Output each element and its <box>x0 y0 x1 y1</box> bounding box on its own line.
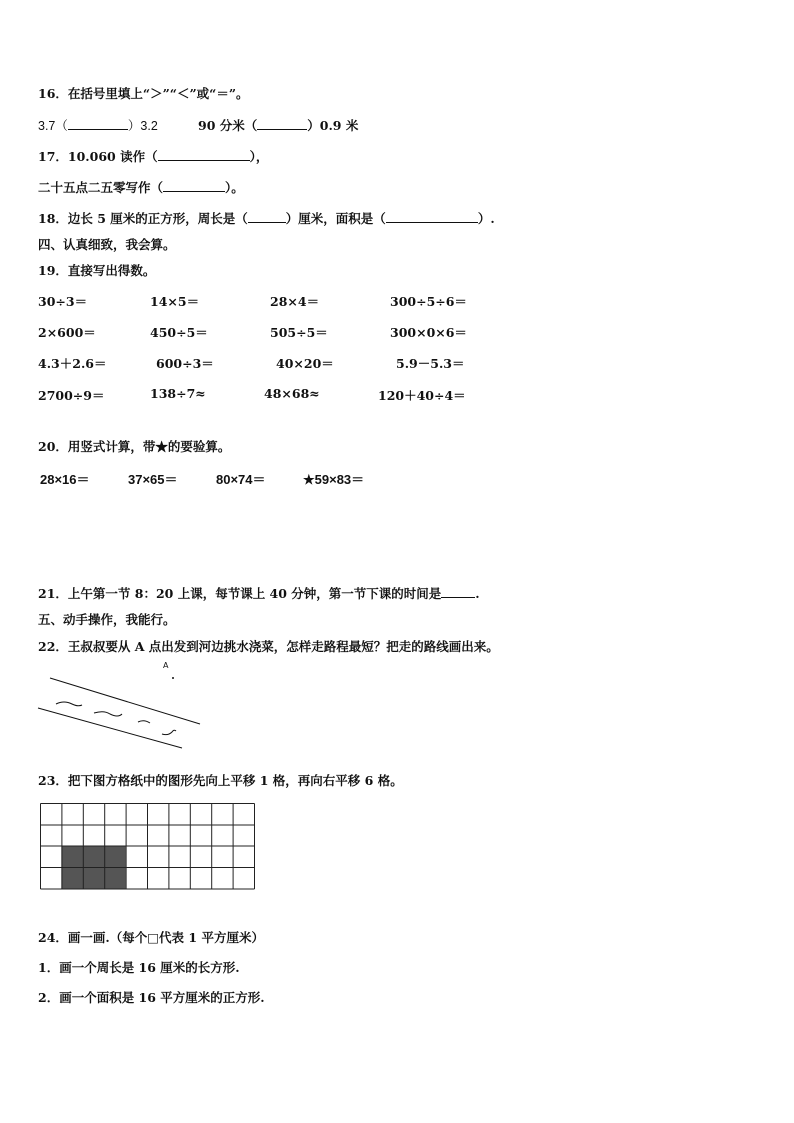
q17-line2 <box>38 178 244 196</box>
q19-cell: 4.3＋2.6＝ <box>38 356 107 371</box>
q19-cell: 14×5＝ <box>150 294 200 309</box>
q19-cell: 5.9－5.3＝ <box>396 356 465 371</box>
q18-question <box>38 209 495 227</box>
q19-cell: 2700÷9＝ <box>38 388 105 403</box>
q20-label: 20．用竖式计算，带★的要验算。 <box>38 439 231 454</box>
grid-paper[interactable] <box>40 803 258 893</box>
q18-blank1[interactable] <box>248 210 286 223</box>
q16-b-right: ）0.9 米 <box>307 118 359 133</box>
q19-cell: 48×68≈ <box>264 386 320 401</box>
q19-cell: 505÷5＝ <box>270 325 328 340</box>
q21-question <box>38 584 480 602</box>
q16-label: 16．在括号里填上“＞”“＜”或“＝”。 <box>38 86 249 101</box>
q16-a-blank[interactable] <box>68 117 128 130</box>
water-ripple <box>56 702 82 706</box>
q18-right: ）. <box>477 211 495 226</box>
q16-b-blank[interactable] <box>257 117 307 130</box>
river-diagram[interactable] <box>34 660 234 750</box>
q19-cell: 300÷5÷6＝ <box>390 294 467 309</box>
q21-blank[interactable] <box>441 585 475 598</box>
q17-line1-left: 17．10.060 读作（ <box>38 149 158 164</box>
q20-item: 37×65＝ <box>128 472 178 487</box>
q24-item-2: 2．画一个面积是 16 平方厘米的正方形. <box>38 990 265 1005</box>
q17-line2-right: ）。 <box>225 180 244 195</box>
q16-compare-b <box>198 116 358 134</box>
q17-blank1[interactable] <box>158 148 250 161</box>
q21-label: 21．上午第一节 8：20 上课，每节课上 40 分钟，第一节下课的时间是 <box>38 586 442 601</box>
q20-item: 28×16＝ <box>40 472 90 487</box>
q24-label: 24．画一画.（每个□代表 1 平方厘米） <box>38 930 264 945</box>
q19-cell: 40×20＝ <box>276 356 334 371</box>
q24-item-1: 1．画一个周长是 16 厘米的长方形. <box>38 960 240 975</box>
q19-label: 19．直接写出得数。 <box>38 263 156 278</box>
q17-blank2[interactable] <box>163 179 225 192</box>
q19-cell: 120＋40÷4＝ <box>378 388 466 403</box>
q16-compare-a <box>38 116 158 134</box>
q22-label: 22．王叔叔要从 A 点出发到河边挑水浇菜，怎样走路程最短？把走的路线画出来。 <box>38 639 499 654</box>
q21-end: . <box>475 586 480 601</box>
point-a-label: A <box>163 661 169 670</box>
q18-mid: ）厘米，面积是（ <box>285 211 386 226</box>
q20-item-starred: ★59×83＝ <box>303 472 365 487</box>
q19-cell: 2×600＝ <box>38 325 96 340</box>
q19-cell: 300×0×6＝ <box>390 325 467 340</box>
point-a-dot <box>172 677 174 679</box>
q19-cell: 138÷7≈ <box>150 386 206 401</box>
q17-line1-right: ）， <box>249 149 269 164</box>
q18-left: 18．边长 5 厘米的正方形，周长是（ <box>38 211 248 226</box>
q18-blank2[interactable] <box>386 210 478 223</box>
q19-cell: 30÷3＝ <box>38 294 88 309</box>
q16-a-right: ）3.2 <box>127 119 158 133</box>
section-5-heading: 五、动手操作，我能行。 <box>38 612 176 627</box>
q23-label: 23．把下图方格纸中的图形先向上平移 1 格，再向右平移 6 格。 <box>38 773 403 788</box>
q17-line1 <box>38 147 268 165</box>
water-ripple <box>138 721 150 723</box>
q17-line2-left: 二十五点二五零写作（ <box>38 180 164 195</box>
q20-item: 80×74＝ <box>216 472 266 487</box>
q19-cell: 28×4＝ <box>270 294 320 309</box>
q16-b-left: 90 分米（ <box>198 118 258 133</box>
q16-a-left: 3.7（ <box>38 119 68 133</box>
q19-cell: 600÷3＝ <box>156 356 214 371</box>
water-ripple <box>162 730 176 734</box>
section-4-heading: 四、认真细致，我会算。 <box>38 237 176 252</box>
q19-cell: 450÷5＝ <box>150 325 208 340</box>
water-ripple <box>94 712 122 716</box>
